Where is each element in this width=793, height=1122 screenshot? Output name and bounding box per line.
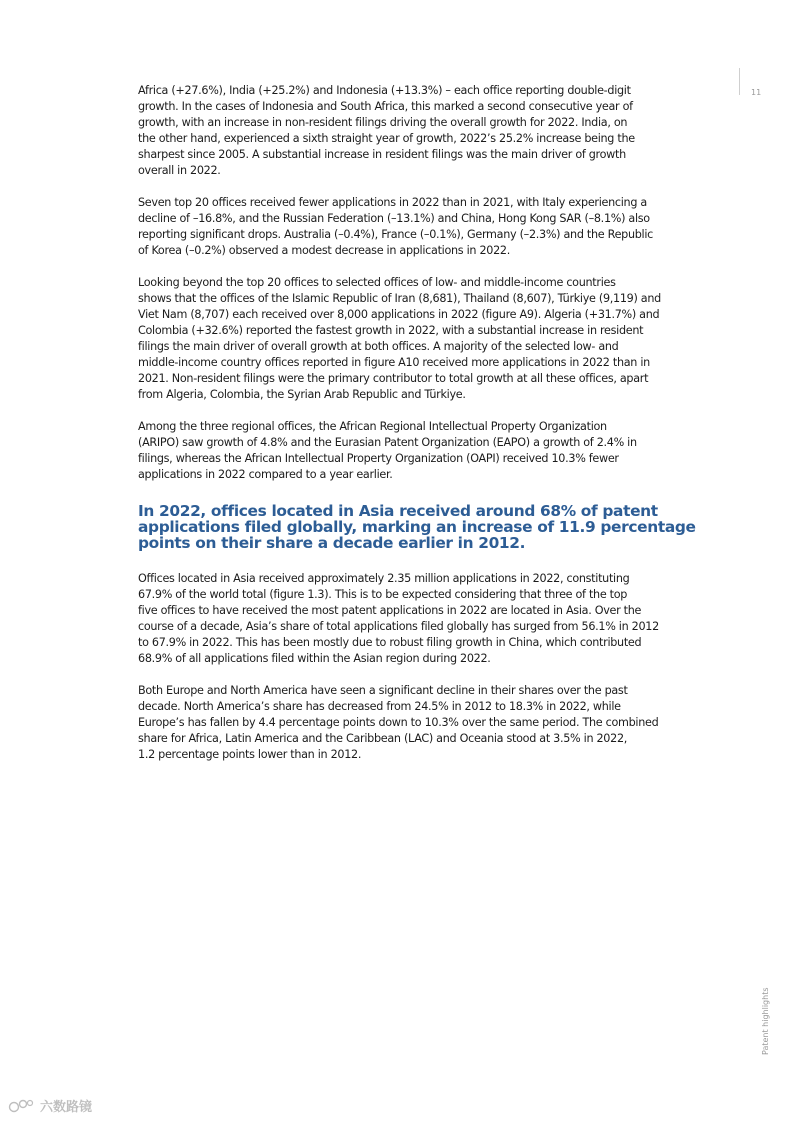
text-line: five offices to have received the most patent applications in 2022 are located in Asia. Over the [138, 604, 642, 617]
section-label: Patent highlights [761, 987, 770, 1055]
text-line: the other hand, experienced a sixth straight year of growth, 2022’s 25.2% increase being the [138, 132, 635, 145]
paragraph-1 [138, 83, 668, 179]
paragraph-2 [138, 195, 668, 259]
text-line: filings, whereas the African Intellectual Property Organization (OAPI) received 10.3% fewer [138, 452, 619, 465]
text-line: filings the main driver of overall growth at both offices. A majority of the selected low- and [138, 340, 619, 353]
text-line: 2021. Non-resident filings were the primary contributor to total growth at all these offices, apart [138, 372, 649, 385]
text-line: decade. North America’s share has decreased from 24.5% in 2012 to 18.3% in 2022, while [138, 700, 621, 713]
text-line: overall in 2022. [138, 164, 221, 177]
page-number: 11 [751, 88, 762, 97]
logo-watermark-icon [8, 1098, 36, 1114]
paragraph-4 [138, 419, 668, 483]
text-line: Offices located in Asia received approximately 2.35 million applications in 2022, constituting [138, 572, 630, 585]
text-line: 67.9% of the world total (figure 1.3). This is to be expected considering that three of the top [138, 588, 628, 601]
paragraph-5 [138, 571, 668, 667]
document-body [138, 83, 696, 779]
text-line: 68.9% of all applications filed within the Asian region during 2022. [138, 652, 491, 665]
paragraph-6 [138, 683, 668, 763]
text-line: reporting significant drops. Australia (–0.4%), France (–0.1%), Germany (–2.3%) and the Republic [138, 228, 654, 241]
text-line: growth. In the cases of Indonesia and South Africa, this marked a second consecutive year of [138, 100, 633, 113]
watermark [8, 1096, 108, 1116]
text-line: decline of –16.8%, and the Russian Federation (–13.1%) and China, Hong Kong SAR (–8.1%) also [138, 212, 650, 225]
text-line: Among the three regional offices, the African Regional Intellectual Property Organization [138, 420, 607, 433]
section-heading [138, 502, 696, 552]
text-line: Looking beyond the top 20 offices to selected offices of low- and middle-income countries [138, 276, 616, 289]
margin-rule [739, 68, 740, 95]
text-line: of Korea (–0.2%) observed a modest decrease in applications in 2022. [138, 244, 510, 257]
text-line: Viet Nam (8,707) each received over 8,000 applications in 2022 (figure A9). Algeria (+31.7%) and [138, 308, 660, 321]
text-line: 1.2 percentage points lower than in 2012. [138, 748, 362, 761]
text-line: share for Africa, Latin America and the Caribbean (LAC) and Oceania stood at 3.5% in 2022, [138, 732, 628, 745]
heading-line: points on their share a decade earlier in 2012. [138, 534, 526, 552]
text-line: growth, with an increase in non-resident filings driving the overall growth for 2022. India, on [138, 116, 628, 129]
paragraph-3 [138, 275, 668, 403]
text-line: sharpest since 2005. A substantial increase in resident filings was the main driver of growth [138, 148, 626, 161]
text-line: Colombia (+32.6%) reported the fastest growth in 2022, with a substantial increase in resident [138, 324, 644, 337]
text-line: Africa (+27.6%), India (+25.2%) and Indonesia (+13.3%) – each office reporting double-digit [138, 84, 631, 97]
text-line: applications in 2022 compared to a year earlier. [138, 468, 393, 481]
text-line: middle-income country offices reported in figure A10 received more applications in 2022 than in [138, 356, 650, 369]
text-line: to 67.9% in 2022. This has been mostly due to robust filing growth in China, which contributed [138, 636, 642, 649]
text-line: (ARIPO) saw growth of 4.8% and the Eurasian Patent Organization (EAPO) a growth of 2.4% in [138, 436, 637, 449]
watermark-text [40, 1098, 104, 1114]
heading-line: applications filed globally, marking an increase of 11.9 percentage [138, 518, 696, 536]
text-line: course of a decade, Asia’s share of total applications filed globally has surged from 56.1% in 2012 [138, 620, 659, 633]
text-line: shows that the offices of the Islamic Republic of Iran (8,681), Thailand (8,607), Türkiye (9,119) and [138, 292, 661, 305]
text-line: from Algeria, Colombia, the Syrian Arab Republic and Türkiye. [138, 388, 466, 401]
heading-line: In 2022, offices located in Asia received around 68% of patent [138, 502, 658, 520]
text-line: Europe’s has fallen by 4.4 percentage points down to 10.3% over the same period. The combined [138, 716, 659, 729]
text-line: Seven top 20 offices received fewer applications in 2022 than in 2021, with Italy experiencing a [138, 196, 647, 209]
svg-text:六数路镜: 六数路镜 [40, 1100, 93, 1114]
text-line: Both Europe and North America have seen a significant decline in their shares over the past [138, 684, 628, 697]
